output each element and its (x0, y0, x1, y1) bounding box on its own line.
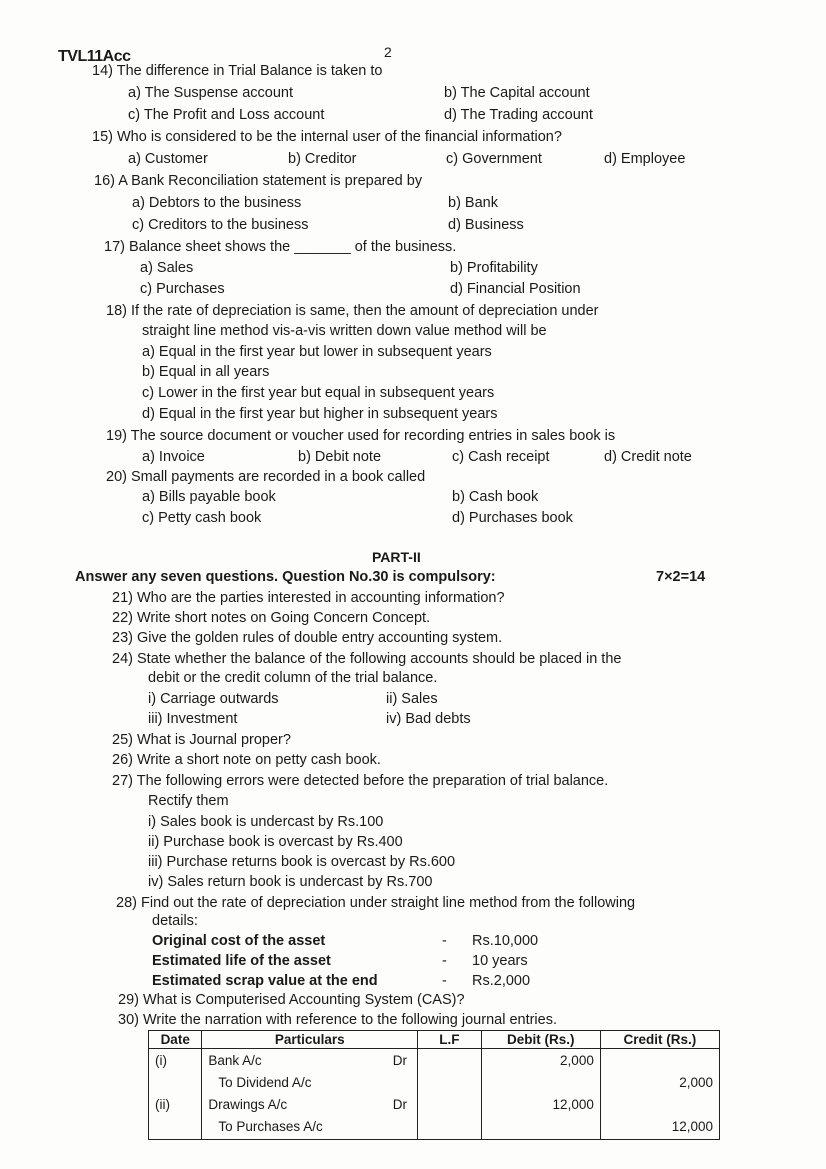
option: d) The Trading account (444, 107, 593, 123)
question-text: Balance sheet shows the _______ of the business. (129, 239, 457, 255)
question-text: What is Journal proper? (137, 732, 291, 748)
question-number: 14) (92, 63, 113, 79)
question-text: The difference in Trial Balance is taken to (116, 63, 383, 79)
option: c) Lower in the first year but equal in subsequent years (142, 385, 495, 401)
option: d) Credit note (604, 449, 692, 465)
option: a) The Suspense account (128, 85, 293, 101)
detail-value: Rs.10,000 (472, 933, 539, 949)
option: d) Employee (604, 151, 686, 167)
question-number: 23) (112, 630, 133, 646)
option: c) Government (446, 151, 542, 167)
credit-amount: 2,000 (679, 1075, 713, 1090)
credit-amount (607, 1050, 713, 1072)
option: a) Debtors to the business (132, 195, 302, 211)
option: b) Profitability (450, 260, 538, 276)
option: d) Equal in the first year but higher in subsequent years (142, 406, 498, 422)
question-18 (106, 303, 599, 319)
debit-account: Bank A/c (208, 1053, 262, 1068)
entry-date: (i) (155, 1053, 167, 1068)
question-27 (112, 773, 608, 789)
question-28 (116, 895, 635, 911)
option: d) Purchases book (452, 510, 573, 526)
detail-dash: - (442, 933, 447, 949)
question-text-continued: straight line method vis-a-vis written down value method will be (142, 323, 547, 339)
particulars-line (208, 1094, 411, 1116)
column-header: Credit (Rs.) (600, 1031, 719, 1049)
question-text: The following errors were detected before the preparation of trial balance. (136, 773, 609, 789)
question-22 (112, 610, 430, 626)
question-number: 24) (112, 651, 133, 667)
question-16 (94, 173, 422, 189)
question-number: 22) (112, 610, 133, 626)
entry-date (155, 1116, 195, 1138)
debit-amount: 12,000 (552, 1097, 594, 1112)
particulars-line (208, 1050, 411, 1072)
question-number: 15) (92, 129, 113, 145)
question-text-continued: debit or the credit column of the trial balance. (148, 670, 438, 686)
debit-amount: 2,000 (560, 1053, 594, 1068)
entry-date (155, 1072, 195, 1094)
column-header: Particulars (202, 1031, 418, 1049)
question-text: Write a short note on petty cash book. (137, 752, 381, 768)
question-19 (106, 428, 615, 444)
table-row (149, 1049, 720, 1140)
credit-account: To Dividend A/c (218, 1075, 312, 1090)
option: a) Customer (128, 151, 208, 167)
option: c) Purchases (140, 281, 225, 297)
list-item: ii) Purchase book is overcast by Rs.400 (148, 834, 403, 850)
section-instruction: Answer any seven questions. Question No.30 is compulsory: (75, 569, 496, 585)
list-item: i) Sales book is undercast by Rs.100 (148, 814, 384, 830)
credit-account: To Purchases A/c (218, 1119, 323, 1134)
question-number: 20) (106, 469, 127, 485)
detail-dash: - (442, 953, 447, 969)
question-number: 18) (106, 303, 127, 319)
debit-account: Drawings A/c (208, 1097, 288, 1112)
detail-value: Rs.2,000 (472, 973, 531, 989)
question-14 (92, 63, 382, 79)
list-item: iii) Investment (148, 711, 238, 727)
question-15 (92, 129, 562, 145)
column-header: Debit (Rs.) (481, 1031, 600, 1049)
question-number: 21) (112, 590, 133, 606)
section-marks: 7×2=14 (656, 569, 706, 585)
option: b) The Capital account (444, 85, 590, 101)
detail-label: Estimated scrap value at the end (152, 973, 378, 989)
question-text: Write short notes on Going Concern Concept. (137, 610, 431, 626)
question-text: Small payments are recorded in a book called (131, 469, 426, 485)
question-number: 17) (104, 239, 125, 255)
dr-marker: Dr (392, 1053, 408, 1068)
list-item: i) Carriage outwards (148, 691, 279, 707)
question-30 (118, 1012, 557, 1028)
particulars-cell (202, 1049, 418, 1140)
question-21 (112, 590, 505, 606)
list-item: iv) Sales return book is undercast by Rs.700 (148, 874, 433, 890)
credit-amount: 12,000 (671, 1119, 713, 1134)
question-number: 27) (112, 773, 133, 789)
question-25 (112, 732, 291, 748)
question-number: 19) (106, 428, 127, 444)
option: c) Creditors to the business (132, 217, 309, 233)
option: c) Cash receipt (452, 449, 550, 465)
option: a) Sales (140, 260, 194, 276)
column-header: L.F (418, 1031, 482, 1049)
question-number: 30) (118, 1012, 139, 1028)
option: b) Cash book (452, 489, 539, 505)
question-text: A Bank Reconciliation statement is prepared by (118, 173, 423, 189)
question-23 (112, 630, 502, 646)
list-item: iii) Purchase returns book is overcast by Rs.600 (148, 854, 456, 870)
question-number: 26) (112, 752, 133, 768)
option: b) Equal in all years (142, 364, 270, 380)
lf-cell (418, 1049, 482, 1140)
option: c) Petty cash book (142, 510, 262, 526)
question-number: 28) (116, 895, 137, 911)
question-20 (106, 469, 425, 485)
table-header-row (149, 1031, 720, 1049)
credit-cell (600, 1049, 719, 1140)
question-text-continued: details: (152, 913, 198, 929)
journal-table (148, 1030, 720, 1140)
question-text: State whether the balance of the following accounts should be placed in the (137, 651, 622, 667)
option: a) Bills payable book (142, 489, 276, 505)
paper-code: TVL11Acc (58, 48, 131, 65)
detail-value: 10 years (472, 953, 528, 969)
question-17 (104, 239, 456, 255)
debit-amount (488, 1072, 594, 1094)
dr-marker: Dr (392, 1097, 408, 1112)
entry-date: (ii) (155, 1097, 170, 1112)
option: b) Debit note (298, 449, 382, 465)
question-24 (112, 651, 621, 667)
question-text: Write the narration with reference to the following journal entries. (143, 1012, 558, 1028)
list-item: ii) Sales (386, 691, 438, 707)
list-item: iv) Bad debts (386, 711, 471, 727)
question-number: 16) (94, 173, 115, 189)
question-text: Who is considered to be the internal user of the financial information? (117, 129, 562, 145)
credit-amount (607, 1094, 713, 1116)
question-29 (118, 992, 465, 1008)
question-text: The source document or voucher used for recording entries in sales book is (130, 428, 616, 444)
column-header: Date (149, 1031, 202, 1049)
question-text: If the rate of depreciation is same, then the amount of depreciation under (131, 303, 599, 319)
page-number: 2 (384, 44, 392, 60)
option: a) Equal in the first year but lower in subsequent years (142, 344, 492, 360)
question-text: What is Computerised Accounting System (CAS)? (143, 992, 465, 1008)
option: c) The Profit and Loss account (128, 107, 325, 123)
detail-label: Original cost of the asset (152, 933, 326, 949)
debit-amount (488, 1116, 594, 1138)
debit-cell (481, 1049, 600, 1140)
question-text-continued: Rectify them (148, 793, 229, 809)
option: d) Business (448, 217, 524, 233)
option: b) Creditor (288, 151, 357, 167)
option: d) Financial Position (450, 281, 581, 297)
question-number: 29) (118, 992, 139, 1008)
detail-label: Estimated life of the asset (152, 953, 331, 969)
detail-dash: - (442, 973, 447, 989)
question-number: 25) (112, 732, 133, 748)
question-text: Give the golden rules of double entry accounting system. (137, 630, 503, 646)
date-cell (149, 1049, 202, 1140)
option: b) Bank (448, 195, 498, 211)
question-text: Who are the parties interested in accounting information? (137, 590, 505, 606)
question-26 (112, 752, 381, 768)
section-title: PART-II (372, 549, 421, 565)
question-text: Find out the rate of depreciation under straight line method from the following (141, 895, 636, 911)
option: a) Invoice (142, 449, 205, 465)
